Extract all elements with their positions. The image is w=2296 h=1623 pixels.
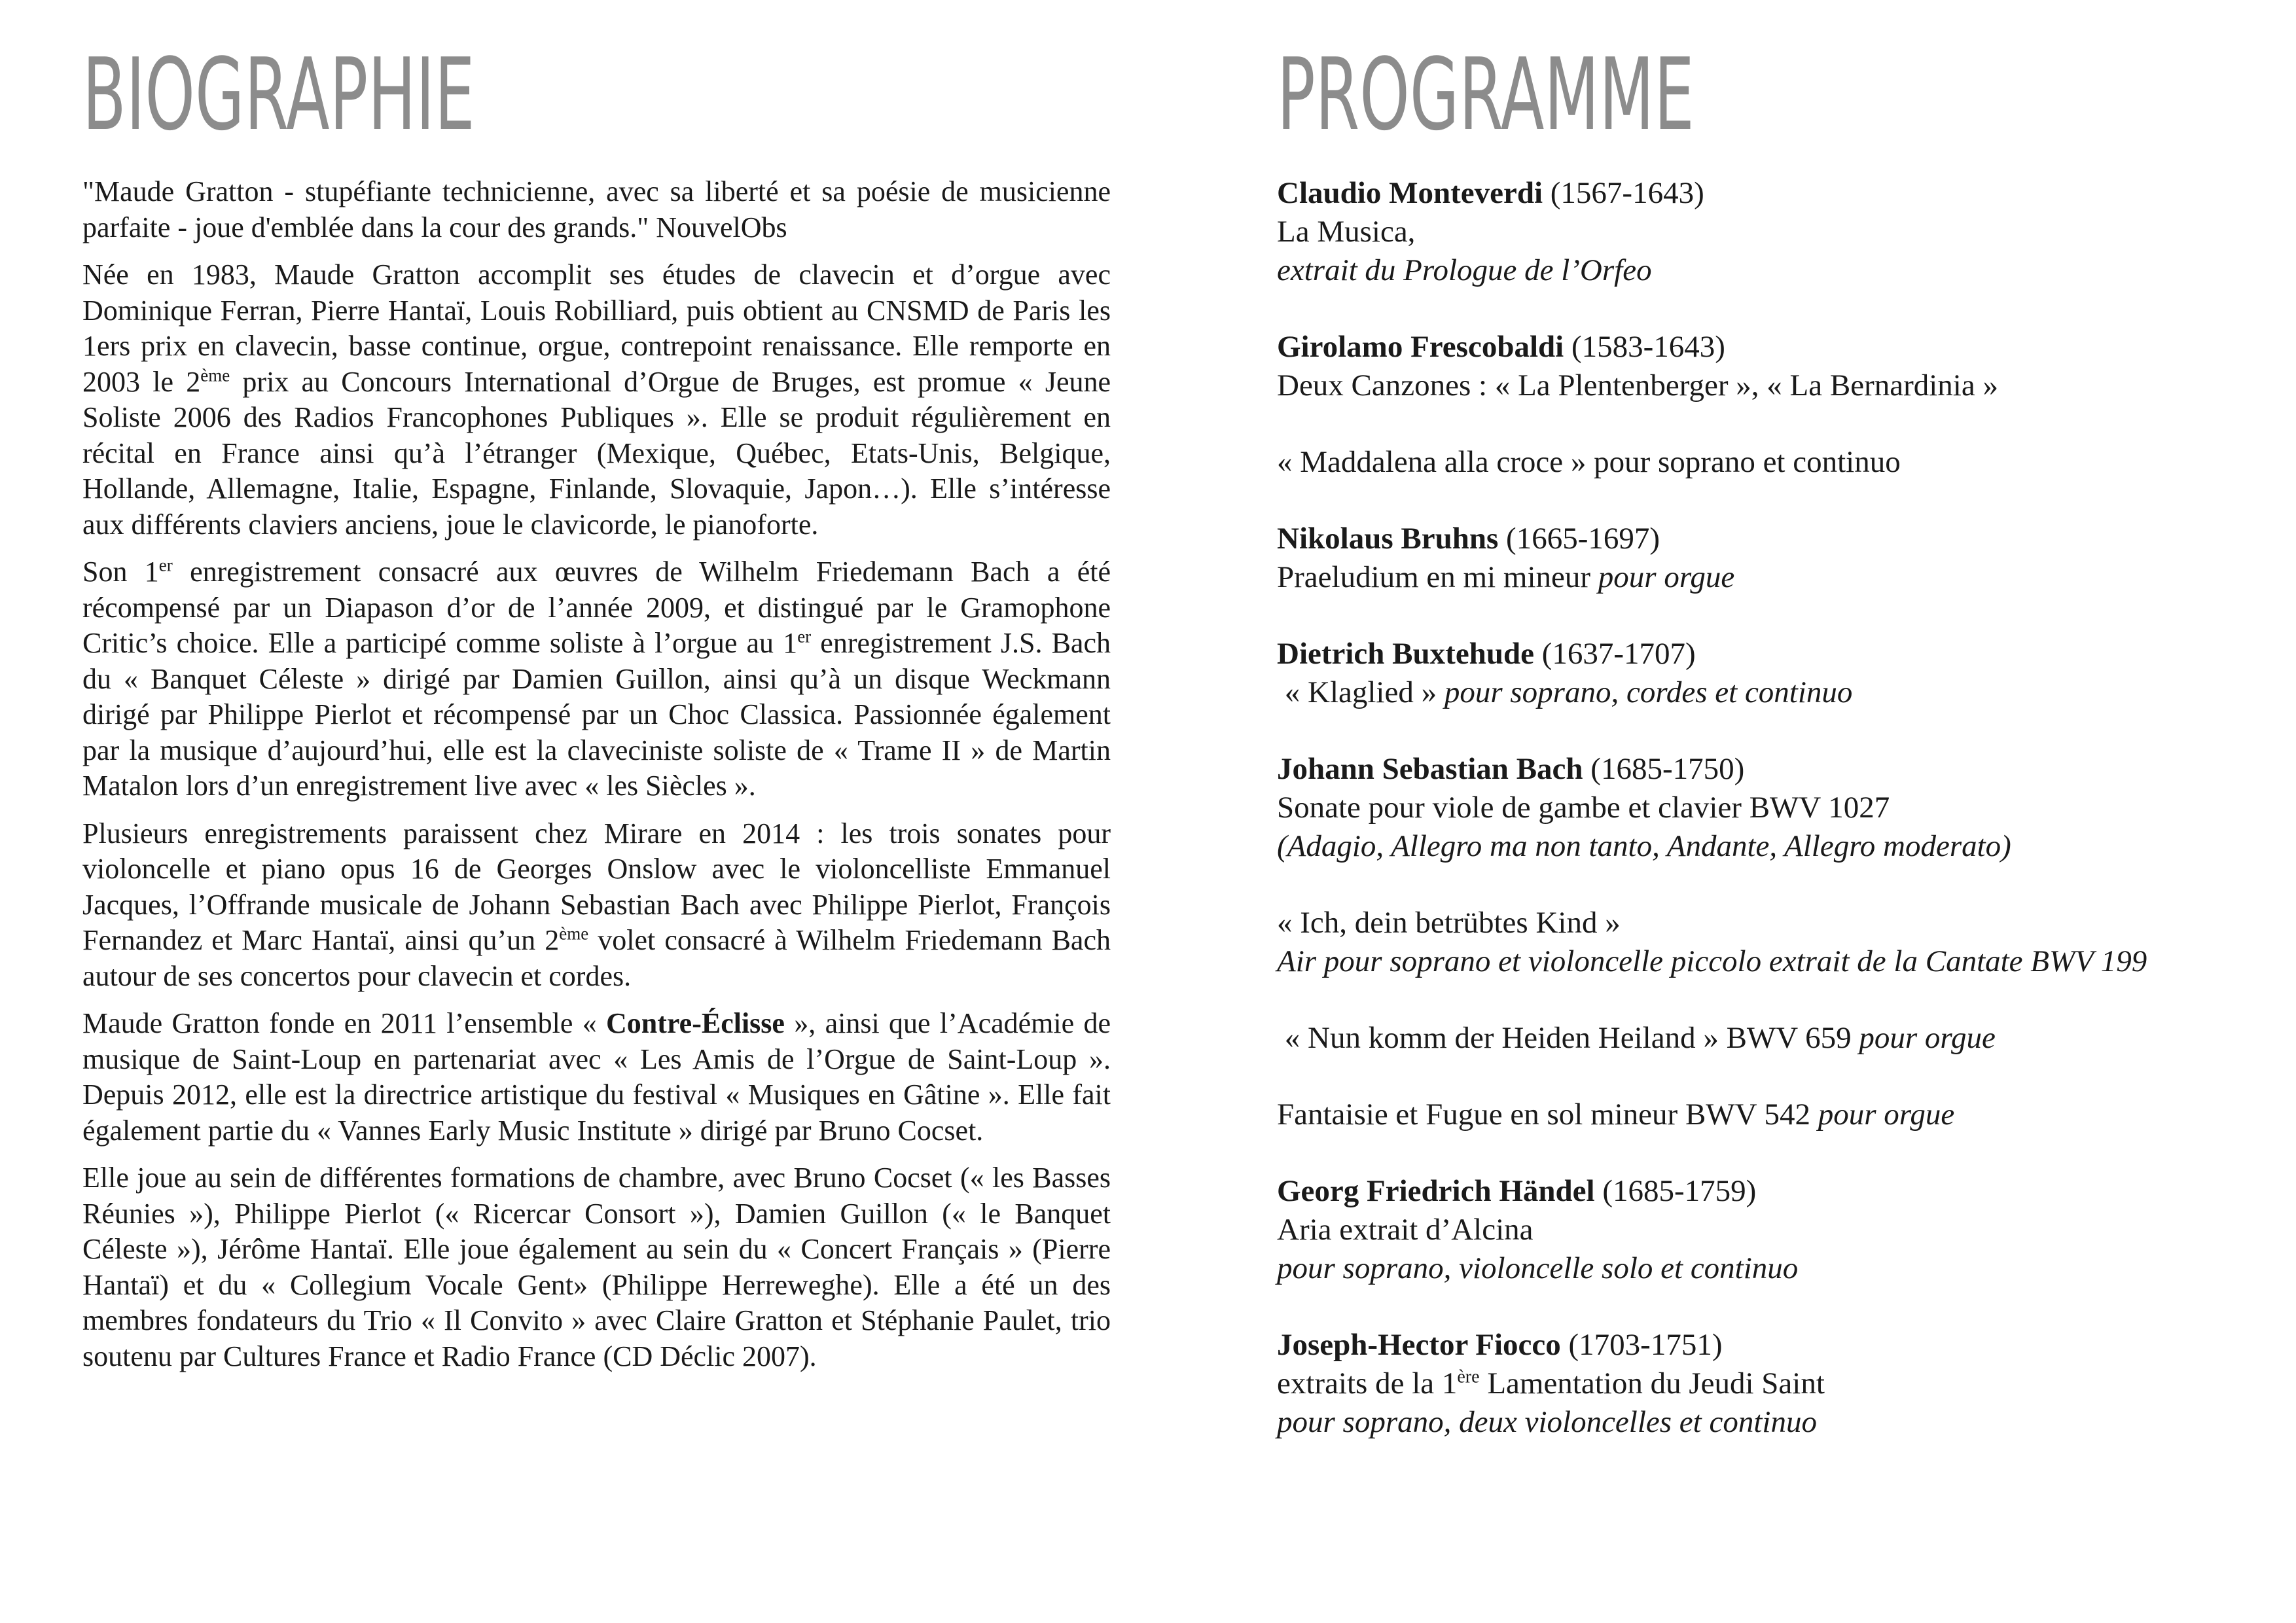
programme-item-frescobaldi bbox=[1277, 328, 2226, 405]
programme-item-fiocco bbox=[1277, 1326, 2226, 1442]
work-title: Deux Canzones : « La Plentenberger », « La Bernardinia » bbox=[1277, 368, 1998, 402]
work-detail: extrait du Prologue de l’Orfeo bbox=[1277, 253, 1652, 287]
bio-paragraph-recordings: Son 1er enregistrement consacré aux œuvres de Wilhelm Friedemann Bach a été récompensé par un Diapason d’or de l’année 2009, et distingué par le Gramophone Critic’s choice. Elle a participé comme soliste à l’orgue au 1er enregistrement J.S. Bach du « Banquet Céleste » dirigé par Damien Guillon, ainsi qu’à un disque Weckmann dirigé par Philippe Pierlot et récompensé par un Choc Classica. Passionnée également par la musique d’aujourd’hui, elle est la claveciniste soliste de « Trame II » de Martin Matalon lors d’un enregistrement live avec « les Siècles ». bbox=[82, 555, 1111, 802]
bio-paragraph-chamber: Elle joue au sein de différentes formations de chambre, avec Bruno Cocset (« les Basses Réunies »), Philippe Pierlot (« Ricercar Consort »), Damien Guillon (« le Banquet Céleste »), Jérôme Hantaï. Elle joue également au sein du « Concert Français » (Pierre Hantaï) et du « Collegium Vocale Gent» (Philippe Herreweghe). Elle a été un des membres fondateurs du Trio « Il Convito » avec Claire Gratton et Stéphanie Paulet, trio soutenu par Cultures France et Radio France (CD Déclic 2007). bbox=[82, 1162, 1111, 1372]
work-title: « Klaglied » bbox=[1277, 675, 1444, 709]
programme-item-fantaisie bbox=[1277, 1096, 2226, 1134]
programme-item-buxtehude bbox=[1277, 635, 2226, 712]
programme-column bbox=[1277, 37, 2226, 1480]
composer-dates: (1685-1759) bbox=[1594, 1174, 1757, 1208]
programme-item-bach-sonate bbox=[1277, 750, 2226, 866]
composer-name: Girolamo Frescobaldi bbox=[1277, 330, 1564, 364]
biography-heading: BIOGRAPHIE bbox=[82, 37, 475, 152]
programme-item-handel bbox=[1277, 1172, 2226, 1288]
programme-item-maddalena bbox=[1277, 443, 2226, 482]
composer-dates: (1703-1751) bbox=[1560, 1328, 1723, 1362]
work-detail: pour soprano, deux violoncelles et continuo bbox=[1277, 1405, 1817, 1439]
work-title: Sonate pour viole de gambe et clavier BWV 1027 bbox=[1277, 791, 1890, 825]
work-title: La Musica, bbox=[1277, 215, 1416, 249]
work-title: Fantaisie et Fugue en sol mineur BWV 542 bbox=[1277, 1097, 1818, 1132]
bio-paragraph-education: Née en 1983, Maude Gratton accomplit ses études de clavecin et d’orgue avec Dominique Ferran, Pierre Hantaï, Louis Robilliard, puis obtient au CNSMD de Paris les 1ers prix en clavecin, basse continue, orgue, contrepoint renaissance. Elle remporte en 2003 le 2ème prix au Concours International d’Orgue de Bruges, est promue « Jeune Soliste 2006 des Radios Francophones Publiques ». Elle se produit régulièrement en récital en France ainsi qu’à l’étranger (Mexique, Québec, Etats-Unis, Belgique, Hollande, Allemagne, Italie, Espagne, Finlande, Slovaquie, Japon…). Elle s’intéresse aux différents claviers anciens, joue le clavicorde, le pianoforte. bbox=[82, 259, 1111, 541]
work-detail: Air pour soprano et violoncelle piccolo extrait de la Cantate BWV 199 bbox=[1277, 944, 2147, 978]
composer-name: Joseph-Hector Fiocco bbox=[1277, 1328, 1561, 1362]
programme-item-monteverdi bbox=[1277, 174, 2226, 290]
programme-item-ich-dein bbox=[1277, 904, 2226, 981]
work-detail: pour orgue bbox=[1859, 1021, 1996, 1055]
composer-name: Nikolaus Bruhns bbox=[1277, 522, 1499, 556]
composer-name: Dietrich Buxtehude bbox=[1277, 637, 1534, 671]
programme-item-nun-komm bbox=[1277, 1019, 2226, 1058]
composer-name: Claudio Monteverdi bbox=[1277, 176, 1543, 210]
bio-paragraph-mirare: Plusieurs enregistrements paraissent chez Mirare en 2014 : les trois sonates pour violoncelle et piano opus 16 de Georges Onslow avec le violoncelliste Emmanuel Jacques, l’Offrande musicale de Johann Sebastian Bach avec Philippe Pierlot, François Fernandez et Marc Hantaï, ainsi qu’un 2ème volet consacré à Wilhelm Friedemann Bach autour de ses concertos pour clavecin et cordes. bbox=[82, 817, 1111, 992]
work-detail: (Adagio, Allegro ma non tanto, Andante, Allegro moderato) bbox=[1277, 829, 2011, 863]
press-quote: "Maude Gratton - stupéfiante technicienne, avec sa liberté et sa poésie de musicienne parfaite - joue d'emblée dans la cour des grands." NouvelObs bbox=[82, 175, 1111, 243]
composer-dates: (1583-1643) bbox=[1564, 330, 1725, 364]
biography-text bbox=[82, 174, 1111, 1374]
composer-name: Johann Sebastian Bach bbox=[1277, 752, 1583, 786]
work-detail: pour orgue bbox=[1598, 560, 1735, 594]
work-title: Praeludium en mi mineur bbox=[1277, 560, 1598, 594]
work-title: « Maddalena alla croce » pour soprano et continuo bbox=[1277, 445, 1901, 479]
work-title: extraits de la 1ère Lamentation du Jeudi Saint bbox=[1277, 1366, 1825, 1400]
work-title: « Ich, dein betrübtes Kind » bbox=[1277, 906, 1621, 940]
composer-dates: (1637-1707) bbox=[1534, 637, 1696, 671]
composer-dates: (1685-1750) bbox=[1583, 752, 1745, 786]
programme-item-bruhns bbox=[1277, 520, 2226, 597]
composer-name: Georg Friedrich Händel bbox=[1277, 1174, 1595, 1208]
programme-list bbox=[1277, 174, 2226, 1442]
composer-dates: (1665-1697) bbox=[1498, 522, 1660, 556]
work-detail: pour soprano, cordes et continuo bbox=[1444, 675, 1853, 709]
programme-heading: PROGRAMME bbox=[1277, 37, 1695, 152]
work-detail: pour soprano, violoncelle solo et continuo bbox=[1277, 1251, 1799, 1285]
work-title: « Nun komm der Heiden Heiland » BWV 659 bbox=[1277, 1021, 1859, 1055]
work-detail: pour orgue bbox=[1818, 1097, 1955, 1132]
bio-paragraph-ensemble: Maude Gratton fonde en 2011 l’ensemble « Contre-Éclisse », ainsi que l’Académie de musique de Saint-Loup en partenariat avec « Les Amis de l’Orgue de Saint-Loup ». Depuis 2012, elle est la directrice artistique du festival « Musiques en Gâtine ». Elle fait également partie du « Vannes Early Music Institute » dirigé par Bruno Cocset. bbox=[82, 1007, 1111, 1147]
biography-column bbox=[82, 37, 1111, 1386]
composer-dates: (1567-1643) bbox=[1543, 176, 1704, 210]
ensemble-name: Contre-Éclisse bbox=[606, 1007, 785, 1039]
work-title: Aria extrait d’Alcina bbox=[1277, 1213, 1534, 1247]
